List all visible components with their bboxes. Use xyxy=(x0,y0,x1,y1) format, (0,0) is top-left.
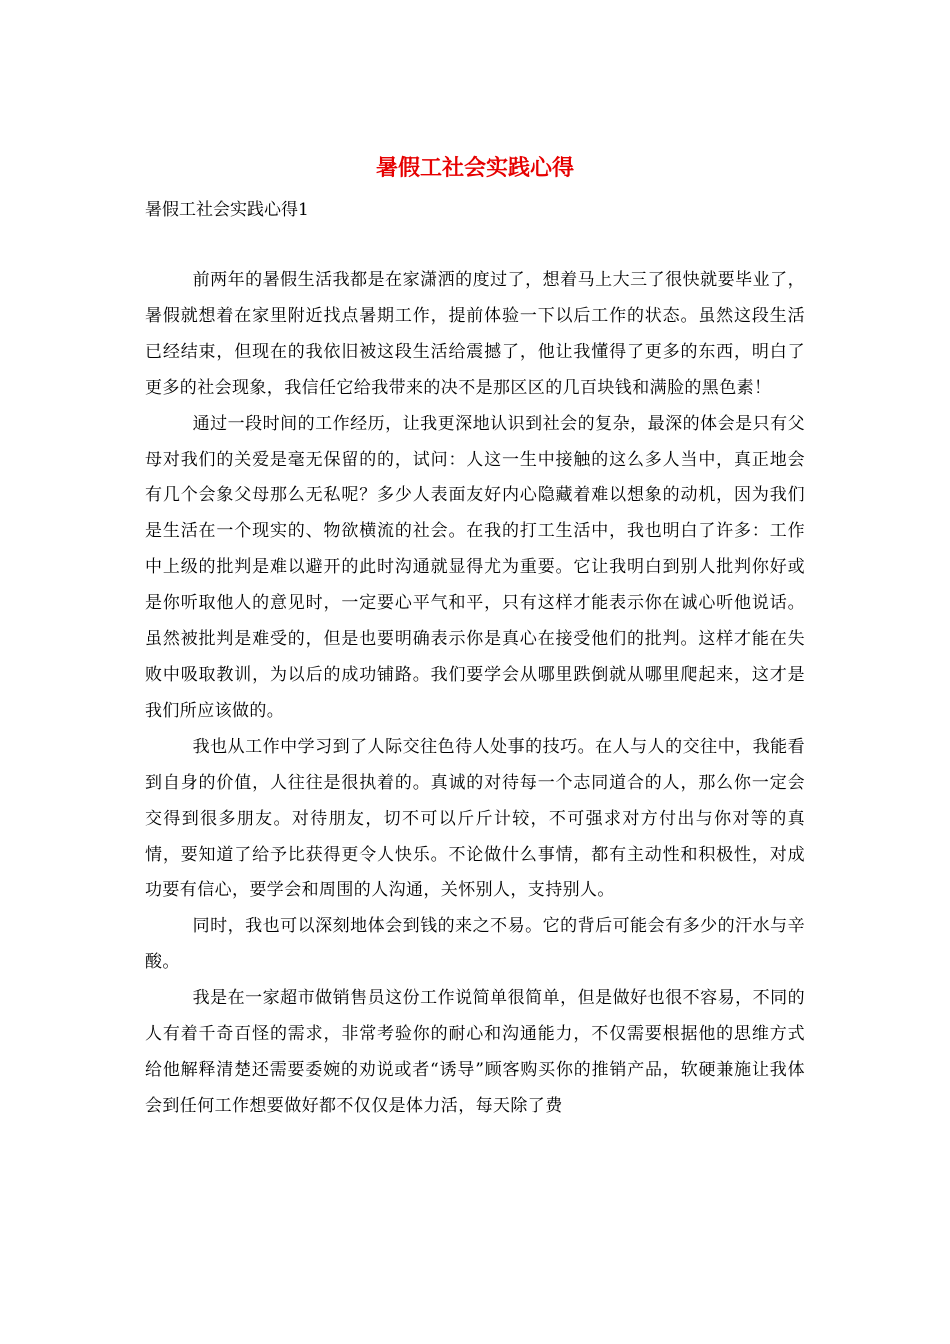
document-title: 暑假工社会实践心得 xyxy=(375,155,574,181)
document-body xyxy=(145,263,805,1125)
section-heading: 暑假工社会实践心得1 xyxy=(145,200,309,220)
paragraph-1: 前两年的暑假生活我都是在家潇洒的度过了，想着马上大三了很快就要毕业了，暑假就想着在家里附近找点暑期工作，提前体验一下以后工作的状态。虽然这段生活已经结束，但现在的我依旧被这段生活给震撼了，他让我懂得了更多的东西，明白了更多的社会现象，我信任它给我带来的决不是那区区的几百块钱和满脸的黑色素！ xyxy=(145,270,805,398)
paragraph-4: 同时，我也可以深刻地体会到钱的来之不易。它的背后可能会有多少的汗水与辛酸。 xyxy=(145,916,805,973)
paragraph-2: 通过一段时间的工作经历，让我更深地认识到社会的复杂，最深的体会是只有父母对我们的关爱是毫无保留的的，试问：人这一生中接触的这么多人当中，真正地会有几个会象父母那么无私呢？多少人表面友好内心隐藏着难以想象的动机，因为我们是生活在一个现实的、物欲横流的社会。在我的打工生活中，我也明白了许多：工作中上级的批判是难以避开的此时沟通就显得尤为重要。它让我明白到别人批判你好或是你听取他人的意见时，一定要心平气和平，只有这样才能表示你在诚心听他说话。虽然被批判是难受的，但是也要明确表示你是真心在接受他们的批判。这样才能在失败中吸取教训，为以后的成功铺路。我们要学会从哪里跌倒就从哪里爬起来，这才是我们所应该做的。 xyxy=(145,413,805,721)
paragraph-5: 我是在一家超市做销售员这份工作说简单很简单，但是做好也很不容易，不同的人有着千奇百怪的需求，非常考验你的耐心和沟通能力，不仅需要根据他的思维方式给他解释清楚还需要委婉的劝说或者“诱导”顾客购买你的推销产品，软硬兼施让我体会到任何工作想要做好都不仅仅是体力活，每天除了费 xyxy=(145,988,805,1116)
paragraph-3: 我也从工作中学习到了人际交往色待人处事的技巧。在人与人的交往中，我能看到自身的价值，人往往是很执着的。真诚的对待每一个志同道合的人，那么你一定会交得到很多朋友。对待朋友，切不可以斤斤计较，不可强求对方付出与你对等的真情，要知道了给予比获得更令人快乐。不论做什么事情，都有主动性和积极性，对成功要有信心，要学会和周围的人沟通，关怀别人，支持别人。 xyxy=(145,736,805,901)
